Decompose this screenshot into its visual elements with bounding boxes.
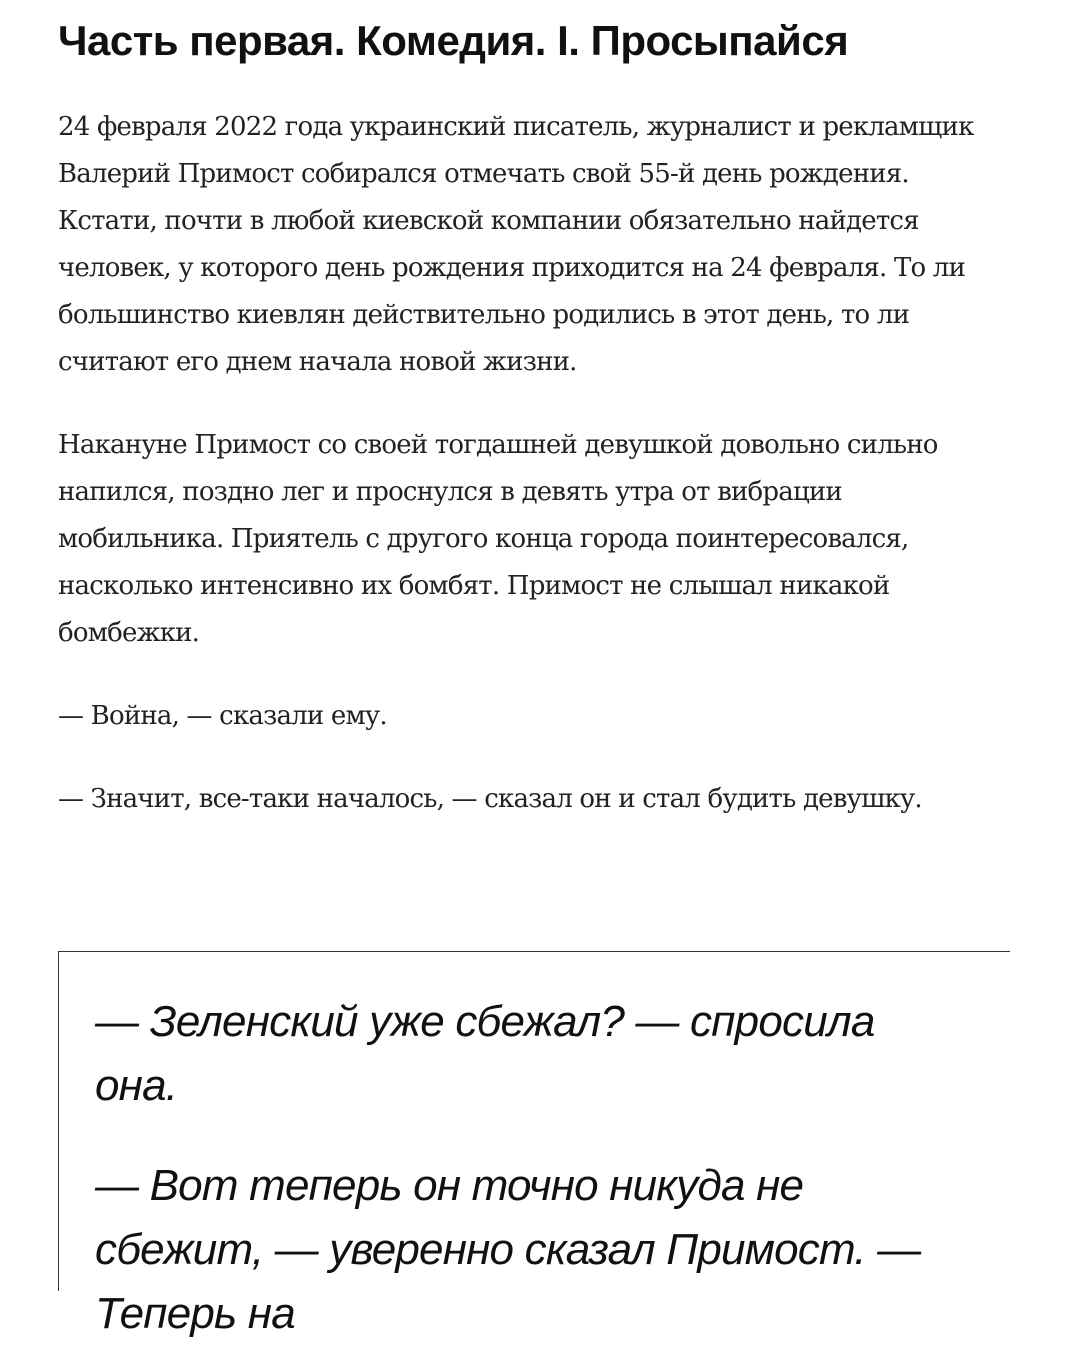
paragraph-war-dialogue: — Война, — сказали ему. [58,701,387,731]
paragraph-wake-girlfriend: — Значит, все-таки началось, — сказал он и стал будить девушку. [58,784,922,814]
article [58,0,1010,823]
paragraph-wakeup: Накануне Примост со своей тогдашней девушкой довольно сильно напился, поздно лег и проснулся в девять утра от вибрации мобильника. Приятель с другого конца города поинтересовался, насколько интенсивно их бомбят. Примост не слышал никакой бомбежки. [58,430,938,648]
pullquote-line-question: — Зеленский уже сбежал? — спросила она. [95,997,875,1110]
chapter-title: Часть первая. Комедия. I. Просыпайся [58,17,849,64]
pullquote-box [58,951,1010,1338]
paragraph-birthday: 24 февраля 2022 года украинский писатель, журналист и рекламщик Валерий Примост собирался отмечать свой 55-й день рождения. Кстати, почти в любой киевской компании обязательно найдется человек, у которого день рождения приходится на 24 февраля. То ли большинство киевлян действительно родились в этот день, то ли считают его днем начала новой жизни. [58,112,974,377]
pullquote-line-answer: — Вот теперь он точно никуда не сбежит, — уверенно сказал Примост. — Теперь на [95,1161,921,1338]
